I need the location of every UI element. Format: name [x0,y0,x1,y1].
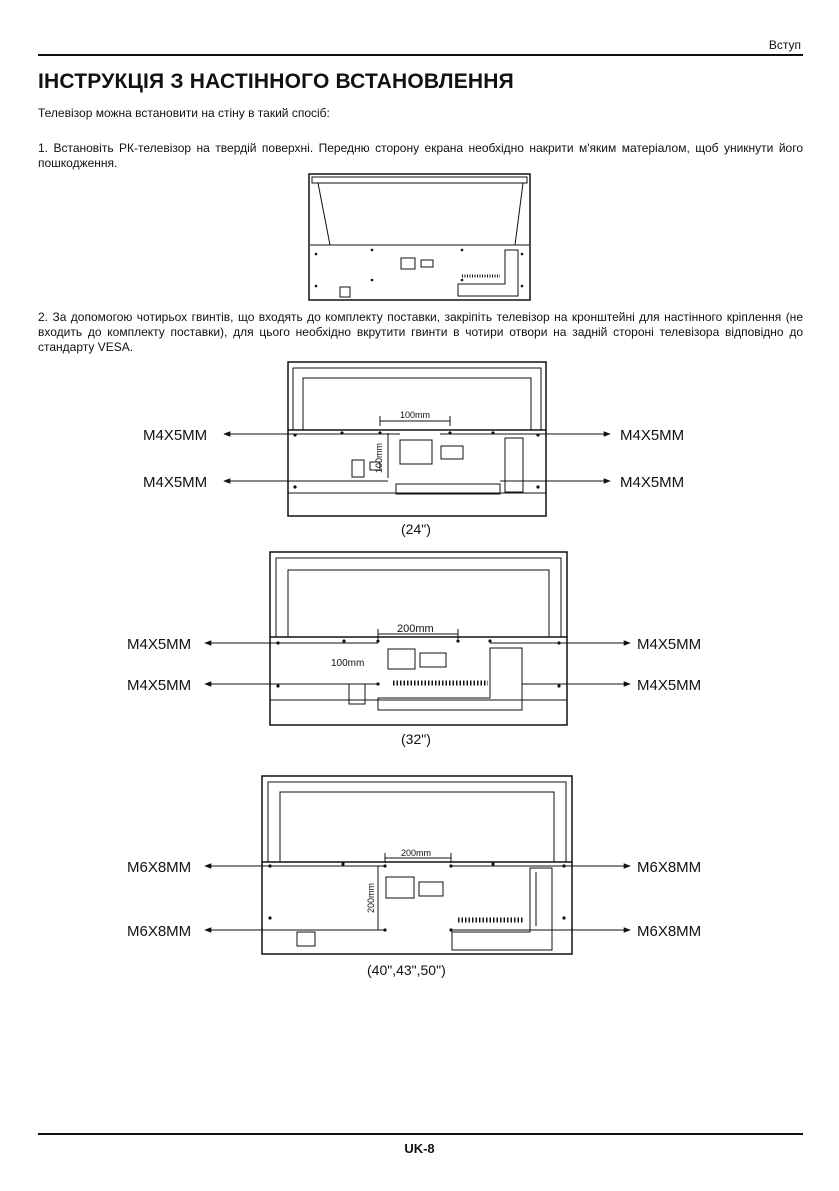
caption-32: (32") [401,731,431,747]
side-panel [458,250,518,296]
screw-40-bottom-left: M6X8MM [127,923,192,940]
step-2-text: 2. За допомогою чотирьох гвинтів, що входять до комплекту поставки, закріпіть телевізор на кронштейні для настінного кріплення (не входить до комплекту поставки), для цього необхідно вкрутити гвинти в чотири отвори на задній стороні телевізора відповідно до стандарту VESA. [38,310,803,354]
screw-holes [315,249,524,288]
screw-32-bottom-left: M4X5MM [127,677,192,694]
vga-port [421,260,433,267]
tv-24-back-panel [288,430,546,516]
page-title: ІНСТРУКЦІЯ З НАСТІННОГО ВСТАНОВЛЕННЯ [38,70,514,93]
screw-24-bottom-right: M4X5MM [620,474,685,491]
tv-back-face-down-figure [309,174,530,300]
dim-24-vertical: 100mm [374,442,384,473]
tv-24-vga-port [441,446,463,459]
diagram-32-inch [127,552,701,747]
screw-24-bottom-left: M4X5MM [143,474,208,491]
power-socket [340,287,350,297]
dim-32-vertical: 100mm [331,658,365,669]
tv-32-vga-port [420,653,446,667]
tv-top-edge [312,177,527,183]
screw-32-top-left: M4X5MM [127,636,192,653]
screw-32-bottom-right: M4X5MM [637,677,702,694]
tv-40-power-socket [297,932,315,946]
port-block [401,258,415,269]
tv-24-side-panel [505,438,523,492]
screw-24-top-right: M4X5MM [620,427,685,444]
tv-24-power-socket [352,460,364,477]
screw-32-top-right: M4X5MM [637,636,702,653]
dim-32-horizontal: 200mm [397,623,434,635]
tv-40-back-panel [262,862,572,954]
dim-40-vertical: 200mm [366,882,376,913]
footer-rule [38,1133,803,1135]
section-name: Вступ [768,38,801,52]
dim-24-horizontal: 100mm [400,410,431,420]
diagram-24-inch [143,362,684,537]
tv-32-side-panel [378,648,522,710]
tv-32-port-block [388,649,415,669]
tv-40-port-block [386,877,414,898]
caption-24: (24") [401,521,431,537]
screw-24-top-left: M4X5MM [143,427,208,444]
tv-screen-back [318,183,523,245]
screw-40-bottom-right: M6X8MM [637,923,702,940]
tv-24-port-block [400,440,432,464]
page-number: UK-8 [404,1141,435,1156]
tv-32-power-socket [349,684,365,704]
screw-40-top-left: M6X8MM [127,859,192,876]
tv-outline [309,174,530,300]
caption-40-43-50: (40",43",50") [367,962,446,978]
dim-40-horizontal: 200mm [401,848,432,858]
screw-40-top-right: M6X8MM [637,859,702,876]
intro-text: Телевізор можна встановити на стіну в такий спосіб: [38,106,330,120]
step-1-text: 1. Встановіть РК-телевізор на твердій поверхні. Передню сторону екрана необхідно накрити м'яким матеріалом, щоб уникнути його пошкодження. [38,141,803,170]
tv-40-vga-port [419,882,443,896]
diagram-40-43-50-inch [127,776,701,978]
tv-40-side-panel [452,868,552,950]
